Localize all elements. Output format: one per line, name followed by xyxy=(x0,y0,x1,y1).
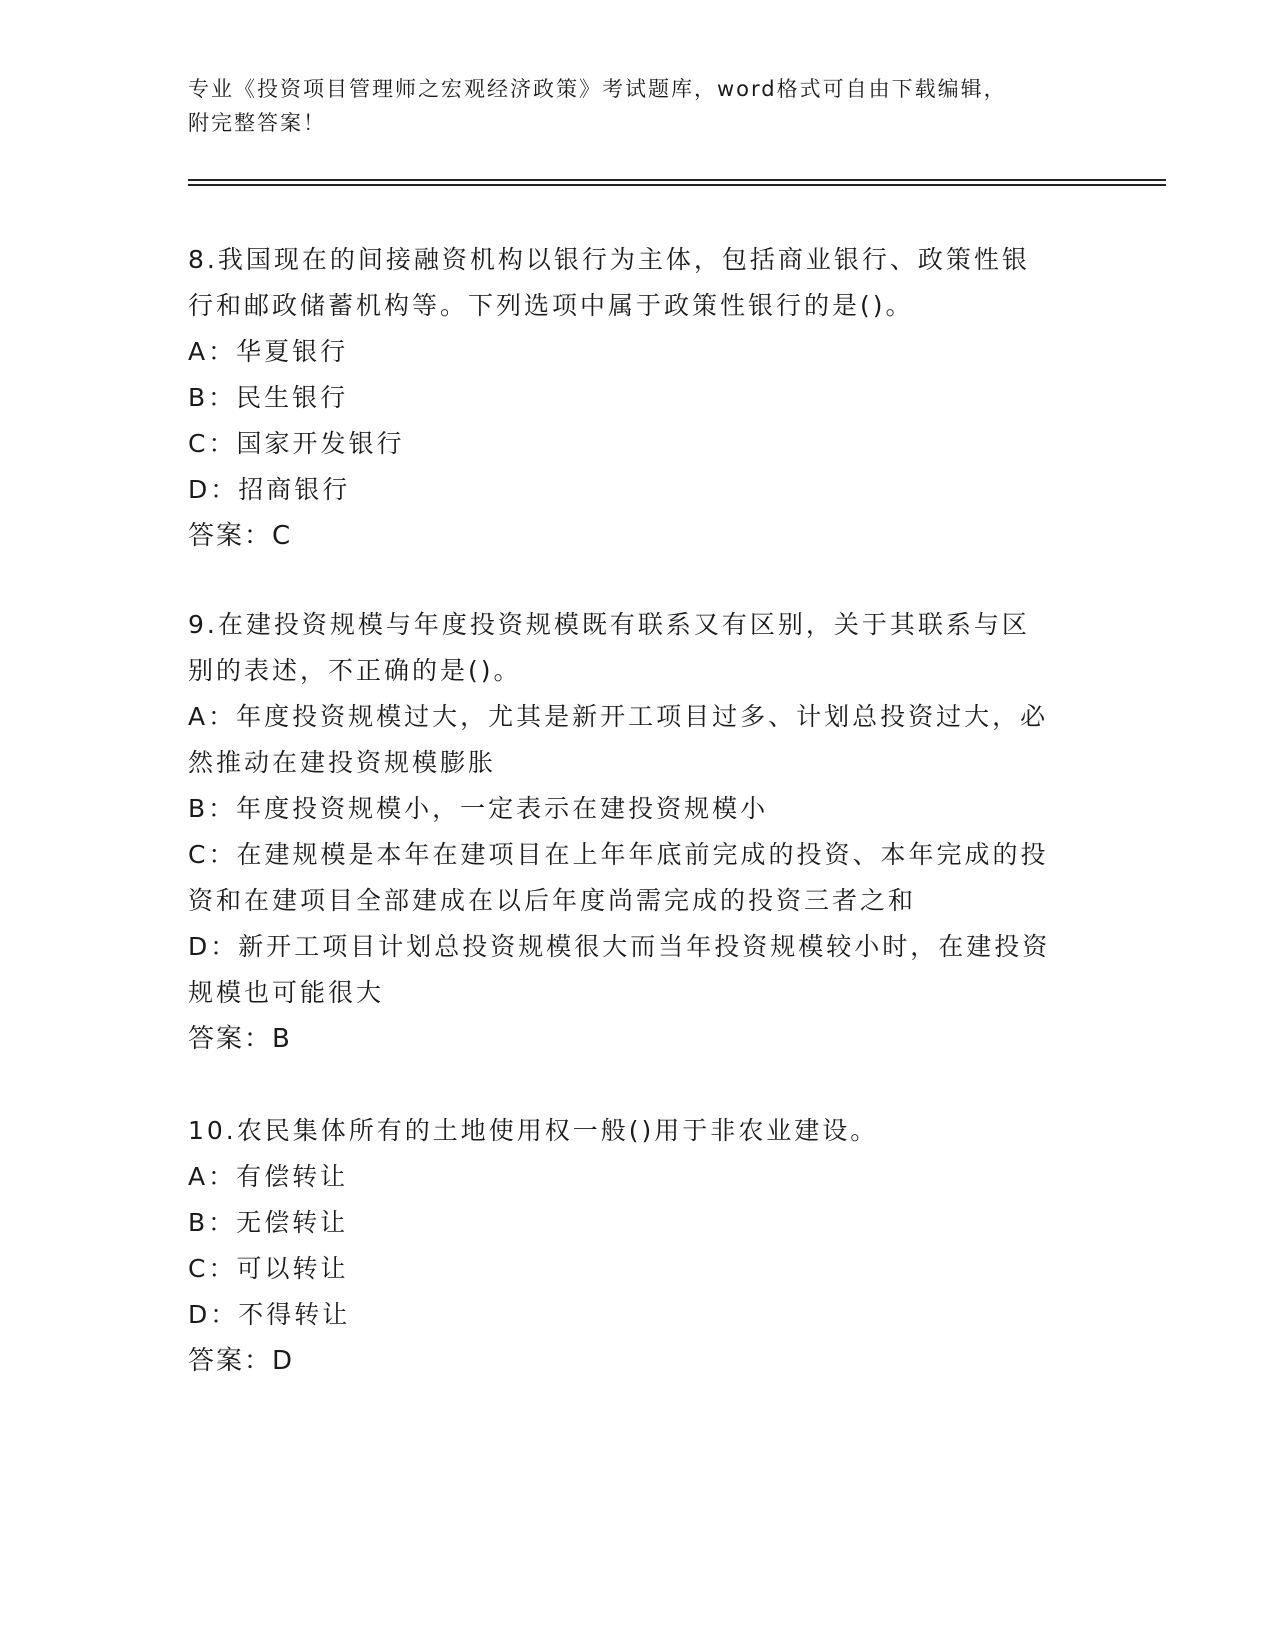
option-d-continued: 规模也可能很大 xyxy=(188,978,385,1007)
question-text-line: 8.我国现在的间接融资机构以银行为主体，包括商业银行、政策性银 xyxy=(188,245,1030,274)
option-b: B：民生银行 xyxy=(188,383,349,412)
option-c: C：可以转让 xyxy=(188,1254,349,1283)
question-9 xyxy=(188,602,1088,1062)
answer-label: 答案： xyxy=(188,521,273,551)
header-line-2: 附完整答案！ xyxy=(188,111,326,135)
option-a: A：年度投资规模过大，尤其是新开工项目过多、计划总投资过大，必 xyxy=(188,702,1049,731)
answer-value: C xyxy=(272,521,291,551)
option-b: B：无偿转让 xyxy=(188,1208,349,1237)
option-b: B：年度投资规模小，一定表示在建投资规模小 xyxy=(188,794,769,823)
answer xyxy=(188,1016,1088,1062)
answer xyxy=(188,513,1088,559)
option-c: C：在建规模是本年在建项目在上年年底前完成的投资、本年完成的投 xyxy=(188,840,1049,869)
question-text-line: 行和邮政储蓄机构等。下列选项中属于政策性银行的是()。 xyxy=(188,291,914,320)
option-d: D：招商银行 xyxy=(188,475,351,504)
question-text-line: 别的表述，不正确的是()。 xyxy=(188,656,522,685)
option-a: A：华夏银行 xyxy=(188,337,349,366)
question-text-line: 9.在建投资规模与年度投资规模既有联系又有区别，关于其联系与区 xyxy=(188,610,1030,639)
option-a-continued: 然推动在建投资规模膨胀 xyxy=(188,748,497,777)
option-c-continued: 资和在建项目全部建成在以后年度尚需完成的投资三者之和 xyxy=(188,886,917,915)
answer-label: 答案： xyxy=(188,1346,273,1376)
option-d: D：新开工项目计划总投资规模很大而当年投资规模较小时，在建投资 xyxy=(188,932,1051,961)
header-divider-bottom xyxy=(188,184,1166,186)
option-a: A：有偿转让 xyxy=(188,1162,349,1191)
answer xyxy=(188,1338,1088,1384)
header-divider-top xyxy=(188,179,1166,181)
answer-value: B xyxy=(272,1024,290,1054)
header-line-1: 专业《投资项目管理师之宏观经济政策》考试题库，word格式可自由下载编辑， xyxy=(188,77,1007,101)
option-c: C：国家开发银行 xyxy=(188,429,405,458)
answer-label: 答案： xyxy=(188,1024,273,1054)
answer-value: D xyxy=(272,1346,293,1376)
question-text-line: 10.农民集体所有的土地使用权一般()用于非农业建设。 xyxy=(188,1116,879,1145)
option-d: D：不得转让 xyxy=(188,1300,351,1329)
question-10 xyxy=(188,1108,1088,1384)
document-header xyxy=(188,72,1088,140)
question-8 xyxy=(188,237,1088,559)
